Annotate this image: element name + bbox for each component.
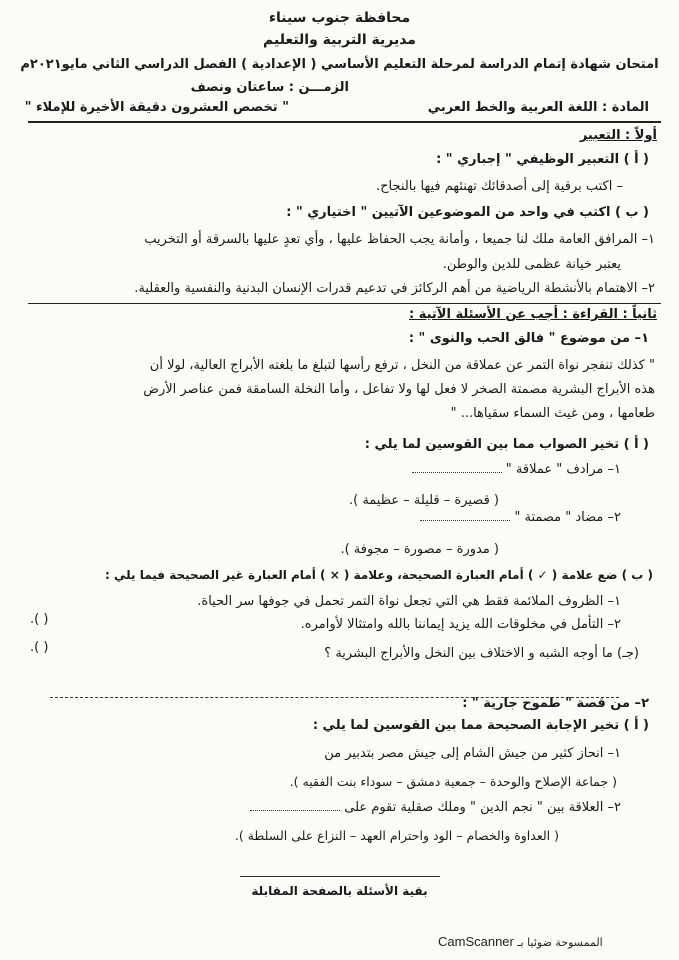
question-a-2-text: ٢– مضاد " مصمتة "	[514, 510, 621, 525]
passage-line-2: هذه الأبراج البشرية مصمتة الصخر لا فعل لها ولا تفاعل ، وأما النخلة السامقة فمن عناصر الأرض	[143, 382, 655, 397]
section-1-title: أولاً : التعبير	[579, 128, 657, 143]
answer-blank[interactable]	[412, 472, 502, 473]
scanner-watermark	[438, 934, 603, 949]
question-b-1-box[interactable]: ( ).	[30, 612, 49, 627]
question-a-1-options: ( قصيرة – قليلة – عظيمة ).	[348, 493, 499, 508]
passage-line-3: طعامها ، ومن غيث السماء سقياها... "	[450, 406, 655, 421]
question-d-1: ١– انحاز كثير من جيش الشام إلى جيش مصر بتدبير من	[324, 746, 621, 761]
question-a-1-text: ١– مرادف " عملاقة "	[505, 462, 621, 477]
section-1a-item: – اكتب برقية إلى أصدقائك تهنئهم فيها بالنجاح.	[376, 179, 623, 194]
scanner-brand: CamScanner	[438, 934, 514, 949]
section-1b-item-2: ٢– الاهتمام بالأنشطة الرياضية من أهم الركائز في تدعيم قدرات الإنسان البدنية والنفسية والعقلية.	[134, 281, 655, 296]
question-d-title: ( أ ) تخير الإجابة الصحيحة مما بين القوسين لما يلي :	[312, 718, 649, 733]
story-heading: ٢– من قصة " طموح جارية " :	[462, 696, 649, 711]
question-b-2: ٢– التأمل في مخلوقات الله يزيد إيماننا بالله وامتثالا لأوامره.	[300, 617, 621, 632]
question-a-2-options: ( مدورة – مصورة – مجوفة ).	[340, 542, 499, 557]
directorate-heading: مديرية التربية والتعليم	[263, 32, 416, 48]
exam-time: الزمـــن : ساعتان ونصف	[190, 80, 349, 95]
exam-title: امتحان شهادة إتمام الدراسة لمرحلة التعليم الأساسي ( الإعدادية ) الفصل الدراسي الثاني مايو٢٠٢١م	[20, 57, 659, 72]
question-a-2	[416, 510, 621, 525]
section-1b-item-1-cont: يعتبر خيانة عظمى للدين والوطن.	[442, 257, 621, 272]
question-d-2-text: ٢– العلاقة بين " نجم الدين " وملك صقلية تقوم على	[344, 800, 621, 815]
footer-rule	[240, 876, 440, 877]
passage-line-1: " كذلك تنفجر نواة التمر عن عملاقة من النخل ، ترفع رأسها لتبلغ ما بلغته الأبراج العالية، لولا أن	[149, 358, 655, 373]
question-a-title: ( أ ) تخير الصواب مما بين القوسين لما يلي :	[364, 437, 649, 452]
question-c: (جـ) ما أوجه الشبه و الاختلاف بين النخل والأبراج البشرية ؟	[324, 646, 639, 661]
section-1b-item-1: ١– المرافق العامة ملك لنا جميعا ، وأمانة يجب الحفاظ عليها ، وأي تعدٍ عليها بالسرقة أو التخريب	[144, 232, 655, 247]
section-2-title: ثانياً : القراءة : أجب عن الأسئلة الآتية :	[409, 307, 657, 322]
reading-topic-1: ١– من موضوع " فالق الحب والنوى " :	[408, 331, 649, 346]
question-b-2-box[interactable]: ( ).	[30, 640, 49, 655]
dictation-note: " تخصص العشرون دقيقة الأخيرة للإملاء "	[24, 100, 289, 115]
section-1b-title: ( ب ) اكتب في واحد من الموضوعين الآتيين " اختياري " :	[286, 205, 649, 220]
answer-blank[interactable]	[250, 810, 340, 811]
question-d-2	[246, 800, 621, 815]
header-rule	[28, 121, 661, 123]
answer-blank[interactable]	[420, 520, 510, 521]
question-a-1	[408, 462, 621, 477]
section-rule	[28, 303, 661, 304]
question-b-title: ( ب ) ضع علامة ( ✓ ) أمام العبارة الصحيحة، وعلامة ( × ) أمام العبارة غير الصحيحة فيما يلي :	[105, 568, 653, 582]
question-d-2-options: ( العداوة والخصام – الود واحترام العهد – النزاع على السلطة ).	[234, 828, 559, 843]
section-1a-title: ( أ ) التعبير الوظيفي " إجباري " :	[436, 152, 649, 167]
governorate-heading: محافظة جنوب سيناء	[268, 10, 411, 26]
exam-subject: المادة : اللغة العربية والخط العربي	[427, 100, 649, 115]
scanner-text: الممسوحة ضوئيا بـ	[517, 936, 603, 949]
question-b-1: ١– الظروف الملائمة فقط هي التي تجعل نواة التمر تحمل في جوفها سر الحياة.	[197, 594, 621, 609]
question-d-1-options: ( جماعة الإصلاح والوحدة – جمعية دمشق – سوداء بنت الفقيه ).	[289, 774, 617, 789]
continued-note: بقية الأسئلة بالصفحة المقابلة	[251, 884, 428, 898]
